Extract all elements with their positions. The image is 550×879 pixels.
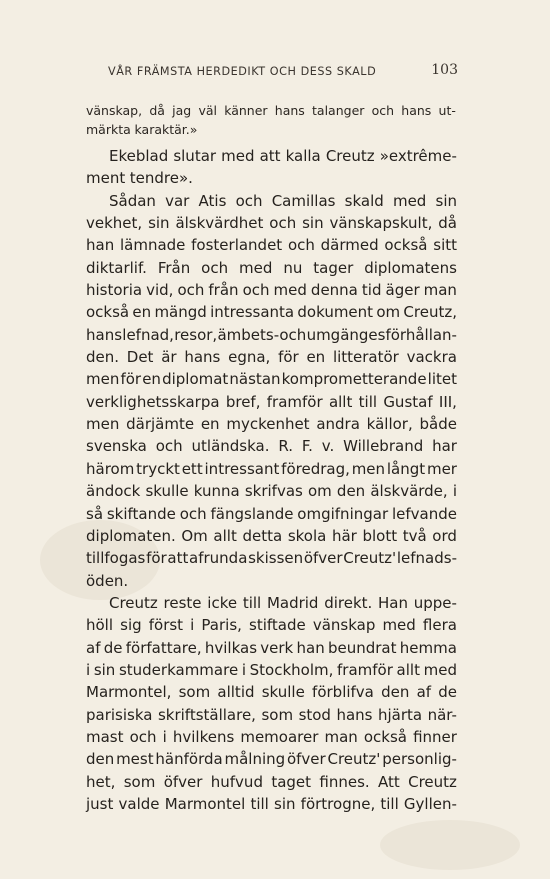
word: också	[384, 236, 428, 255]
word: därjämte	[126, 415, 195, 434]
text-line	[86, 547, 457, 569]
word: en	[142, 370, 161, 389]
word: i	[86, 660, 91, 679]
word: Creutz'	[343, 549, 397, 568]
word: hvilkas	[204, 638, 258, 657]
word: och	[179, 504, 207, 523]
text-line	[86, 614, 457, 636]
word: till	[242, 593, 262, 612]
word: jag	[172, 103, 192, 118]
text-line	[86, 748, 457, 770]
word: Paris,	[201, 616, 242, 635]
text-line	[86, 190, 457, 212]
word: skiftande	[106, 504, 176, 523]
word: och	[287, 236, 315, 255]
word: hans	[401, 103, 432, 118]
word: från	[208, 281, 239, 300]
text-line	[86, 301, 457, 323]
word: omgifningar	[297, 504, 389, 523]
word: af	[416, 683, 432, 702]
word: tid	[361, 281, 382, 300]
word: hvilkens	[172, 727, 235, 746]
page-number: 103	[431, 62, 458, 78]
word: men	[86, 415, 120, 434]
word: mängd	[154, 303, 207, 322]
word: att	[259, 147, 281, 165]
word: vid,	[146, 281, 174, 300]
word: hans	[336, 705, 373, 724]
word: men	[86, 370, 120, 389]
word: fosterlandet	[191, 236, 283, 255]
word: föredrag,	[281, 459, 350, 478]
word: v.	[321, 437, 335, 456]
word: hänförda	[155, 750, 223, 769]
word: lefnad,	[122, 325, 174, 344]
text-line	[86, 659, 457, 681]
word: framför	[266, 392, 323, 411]
word: förtrogne,	[300, 794, 376, 813]
word: talanger	[312, 103, 365, 118]
word: Marmontel	[164, 794, 246, 813]
word: först	[148, 616, 184, 635]
word: fängslande	[210, 504, 294, 523]
word: resor,	[174, 325, 218, 344]
word: den.	[86, 348, 120, 367]
word: den	[336, 482, 366, 501]
word: Creutz	[325, 147, 375, 165]
word: som	[261, 705, 294, 724]
word: Han	[378, 593, 408, 612]
word: valde	[118, 794, 160, 813]
word: svenska	[86, 437, 147, 456]
word: till	[380, 794, 399, 813]
word: Om	[181, 526, 208, 545]
word: Från	[157, 258, 191, 277]
word: Gyllen-	[403, 794, 457, 813]
word: vänskap,	[86, 103, 143, 118]
word: tager	[313, 258, 354, 277]
word: för	[146, 549, 167, 568]
word: känner	[224, 103, 268, 118]
word: Sådan	[109, 191, 156, 210]
word: om	[307, 482, 332, 501]
word: med	[273, 281, 307, 300]
word: till	[250, 794, 269, 813]
word: de	[103, 638, 123, 657]
word: Creutz,	[403, 303, 457, 322]
word: skulle	[261, 683, 305, 702]
word: Marmontel,	[86, 683, 172, 702]
text-line	[86, 279, 457, 301]
text-line	[86, 391, 457, 413]
word: vackra	[406, 348, 457, 367]
word: just	[86, 794, 114, 813]
word: den	[86, 750, 115, 769]
word: personlig-	[382, 750, 457, 769]
word: sitt	[433, 236, 457, 255]
word: och	[177, 281, 205, 300]
word: som	[178, 683, 211, 702]
word: då	[438, 214, 457, 233]
word: var	[165, 191, 190, 210]
word: därmed	[320, 236, 379, 255]
word: han	[296, 638, 325, 657]
word: skissen	[248, 549, 304, 568]
text-line	[86, 212, 457, 234]
text-line	[86, 592, 457, 614]
word: har	[432, 437, 457, 456]
word: direkt.	[324, 593, 373, 612]
word: skola	[287, 526, 327, 545]
word: ändock	[86, 482, 141, 501]
word: långt	[386, 459, 426, 478]
word: också	[86, 303, 130, 322]
word: »extrême-	[379, 147, 457, 165]
word: en	[200, 415, 220, 434]
word: taget	[271, 772, 312, 791]
word: med	[392, 191, 427, 210]
word: sin	[302, 214, 324, 233]
word: sin	[435, 191, 457, 210]
word: för	[278, 348, 299, 367]
word: ut-	[438, 103, 456, 118]
word: älskvärde,	[370, 482, 448, 501]
word: parisiska	[86, 705, 153, 724]
word: i	[452, 482, 457, 501]
word: och	[269, 214, 297, 233]
word: med	[382, 616, 416, 635]
text-line	[86, 435, 457, 457]
word: öfver	[163, 772, 203, 791]
word: en	[132, 303, 152, 322]
word: egna,	[228, 348, 271, 367]
word: källor,	[366, 415, 413, 434]
word: finner	[413, 727, 457, 746]
word: allt	[328, 392, 353, 411]
text-line	[86, 257, 457, 279]
word: framför	[337, 660, 393, 679]
word: III,	[438, 392, 457, 411]
word: hjärta	[378, 705, 423, 724]
text-line	[86, 637, 457, 659]
word: märkta	[86, 122, 131, 137]
word: äger	[385, 281, 420, 300]
word: R.	[278, 437, 294, 456]
word: Creutz	[109, 593, 158, 612]
word: memoarer	[240, 727, 319, 746]
word: lefvande	[391, 504, 457, 523]
word: intressant	[204, 459, 280, 478]
paper-stain	[380, 820, 520, 870]
word: Stockholm,	[249, 660, 334, 679]
word: sin	[274, 794, 296, 813]
word: karaktär.»	[134, 122, 198, 137]
word: och	[371, 103, 395, 118]
word: tillfogas	[86, 549, 146, 568]
word: tryckt	[136, 459, 180, 478]
word: stiftade	[249, 616, 306, 635]
word: flera	[422, 616, 457, 635]
text-line	[86, 413, 457, 435]
quote-line	[86, 101, 456, 120]
word: kalla	[285, 147, 321, 165]
word: vekhet,	[86, 214, 143, 233]
word: skald	[344, 191, 384, 210]
word: målning	[224, 750, 286, 769]
word: och	[155, 437, 183, 456]
word: utländska.	[191, 437, 270, 456]
text-line	[86, 525, 457, 547]
body-text	[86, 145, 457, 815]
text-line	[86, 368, 457, 390]
word: med	[221, 147, 255, 165]
word: skulle	[145, 482, 189, 501]
word: andra	[316, 415, 360, 434]
word: skrifvas	[244, 482, 303, 501]
word: Willebrand	[343, 437, 424, 456]
text-line	[86, 458, 457, 480]
word: verk	[260, 638, 294, 657]
word: Camillas	[271, 191, 336, 210]
word: het,	[86, 772, 116, 791]
word: för	[120, 370, 142, 389]
word: Madrid	[266, 593, 319, 612]
word: tendre».	[129, 169, 193, 188]
word: slutar	[173, 147, 217, 165]
text-line	[86, 771, 457, 793]
word: som	[123, 772, 156, 791]
word: här	[331, 526, 357, 545]
text-line	[86, 346, 457, 368]
word: också	[363, 727, 407, 746]
word: i	[190, 616, 195, 635]
word: denna	[310, 281, 358, 300]
word: med	[423, 660, 457, 679]
word: umgängesförhållan-	[306, 325, 457, 344]
word: i	[241, 660, 246, 679]
word: lefnads-	[396, 549, 457, 568]
text-line	[86, 503, 457, 525]
text-line	[86, 793, 457, 815]
word: och	[201, 258, 229, 277]
word: myckenhet	[226, 415, 310, 434]
word: vänskap	[312, 616, 376, 635]
word: blott	[362, 526, 398, 545]
word: hemma	[399, 638, 457, 657]
word: höll	[86, 616, 114, 635]
word: den	[381, 683, 410, 702]
word: Creutz	[408, 772, 457, 791]
text-line	[86, 704, 457, 726]
word: hans	[86, 325, 123, 344]
word: och	[242, 281, 270, 300]
word: allt	[396, 660, 420, 679]
word: härom	[86, 459, 135, 478]
word: mast	[86, 727, 124, 746]
word: förblifva	[312, 683, 374, 702]
word: verklighetsskarpa	[86, 392, 220, 411]
word: stod	[298, 705, 331, 724]
word: mest	[116, 750, 154, 769]
word: i	[162, 727, 167, 746]
word: Atis	[198, 191, 227, 210]
word: bref,	[225, 392, 261, 411]
word: två	[402, 526, 427, 545]
word: nästan	[229, 370, 281, 389]
running-title: VÅR FRÄMSTA HERDEDIKT OCH DESS SKALD	[108, 65, 377, 78]
word: finnes.	[319, 772, 370, 791]
word: historia	[86, 281, 143, 300]
word: men	[351, 459, 386, 478]
word: uppe-	[413, 593, 457, 612]
word: sin	[93, 660, 116, 679]
text-line	[86, 681, 457, 703]
word: reste	[163, 593, 202, 612]
word: till	[358, 392, 378, 411]
word: en	[306, 348, 326, 367]
word: F.	[301, 437, 313, 456]
word: författare,	[125, 638, 202, 657]
word: beundrat	[327, 638, 397, 657]
text-line	[86, 726, 457, 748]
word: vänskapskult,	[329, 214, 433, 233]
word: alltid	[217, 683, 255, 702]
word: lämnade	[119, 236, 186, 255]
word: diktarlif.	[86, 258, 147, 277]
word: ment	[86, 169, 126, 188]
word: Ekeblad	[109, 147, 169, 165]
word: man	[423, 281, 457, 300]
word: kunna	[193, 482, 240, 501]
word: af	[86, 638, 101, 657]
word: de	[438, 683, 457, 702]
word: litteratör	[332, 348, 399, 367]
word: ett	[181, 459, 203, 478]
quote-block	[86, 101, 456, 139]
word: icke	[207, 593, 238, 612]
word: man	[324, 727, 358, 746]
word: väl	[198, 103, 217, 118]
text-line	[86, 324, 457, 346]
word: Creutz'	[327, 750, 381, 769]
word: hans	[274, 103, 305, 118]
word: ord	[432, 526, 457, 545]
word: öfver	[286, 750, 326, 769]
word: och	[235, 191, 263, 210]
text-line	[86, 570, 457, 592]
word: dokument	[297, 303, 374, 322]
word: Gustaf	[383, 392, 433, 411]
word: om	[376, 303, 401, 322]
word: diplomat	[162, 370, 229, 389]
text-line	[86, 145, 457, 167]
word: då	[149, 103, 165, 118]
word: allt	[213, 526, 237, 545]
word: att	[167, 549, 189, 568]
text-line	[86, 480, 457, 502]
word: öfver	[303, 549, 343, 568]
word: hufvud	[210, 772, 263, 791]
word: mer	[426, 459, 457, 478]
word: älskvärdhet	[175, 214, 264, 233]
word: han	[86, 236, 115, 255]
word: Det	[126, 348, 154, 367]
word: detta	[242, 526, 283, 545]
text-line	[86, 167, 457, 189]
word: är	[161, 348, 177, 367]
word: och	[279, 325, 307, 344]
word: så	[86, 504, 104, 523]
word: när-	[427, 705, 457, 724]
word: afrunda	[189, 549, 248, 568]
word: sig	[120, 616, 142, 635]
word: ämbets-	[217, 325, 280, 344]
text-line	[86, 234, 457, 256]
quote-line	[86, 120, 456, 139]
word: med	[239, 258, 273, 277]
word: studerkammare	[118, 660, 239, 679]
word: skriftställare,	[157, 705, 256, 724]
word: hans	[184, 348, 221, 367]
page-header	[108, 62, 458, 82]
word: både	[419, 415, 457, 434]
word: Att	[378, 772, 400, 791]
word: litet	[427, 370, 457, 389]
word: diplomaten.	[86, 526, 176, 545]
word: nu	[283, 258, 303, 277]
word: och	[129, 727, 157, 746]
word: intressanta	[210, 303, 295, 322]
word: diplomatens	[364, 258, 457, 277]
word: öden.	[86, 571, 129, 590]
word: sin	[148, 214, 170, 233]
word: komprometterande	[281, 370, 427, 389]
